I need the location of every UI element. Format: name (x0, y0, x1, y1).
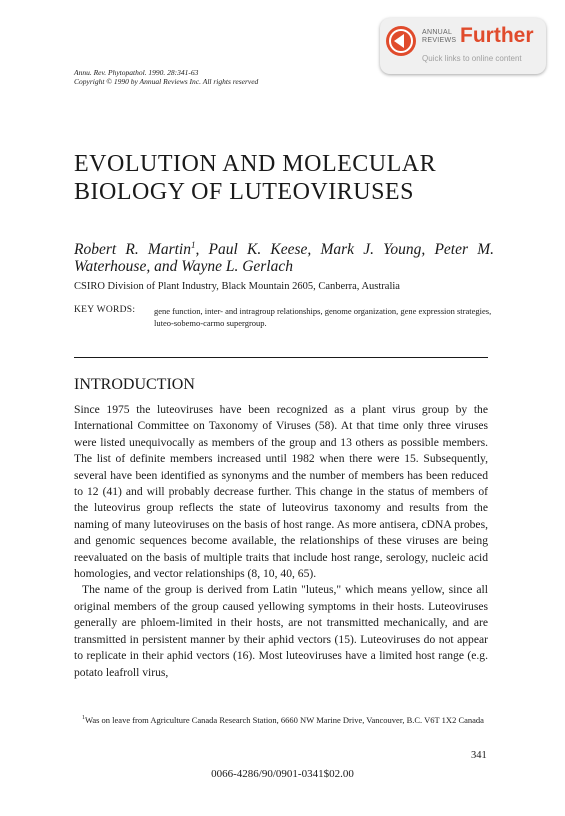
article-title (74, 150, 436, 206)
title-line-1: EVOLUTION AND MOLECULAR (74, 151, 437, 177)
author-affiliation: CSIRO Division of Plant Industry, Black Mountain 2605, Canberra, Australia (74, 281, 400, 292)
first-author: Robert R. Martin (74, 241, 191, 259)
page-number: 341 (471, 750, 487, 761)
issn-line: 0066-4286/90/0901-0341$02.00 (211, 768, 354, 780)
journal-citation (74, 68, 258, 86)
introduction-body (74, 402, 488, 681)
back-arrow-icon (386, 26, 416, 56)
further-quick-links-badge[interactable] (380, 18, 546, 74)
section-heading-introduction: INTRODUCTION (74, 376, 195, 393)
keywords-label: KEY WORDS: (74, 305, 136, 315)
citation-line-2: Copyright © 1990 by Annual Reviews Inc. All rights reserved (74, 77, 259, 86)
keywords-text: gene function, inter- and intragroup relationships, genome organization, gene expression strategies, luteo-sobemo-carmo supergroup. (154, 306, 492, 328)
footnote-mark: 1 (82, 715, 85, 721)
other-authors: , Paul K. Keese, Mark J. Young, Peter M. Waterhouse, and Wayne L. Gerlach (74, 241, 494, 276)
author-footnote-mark: 1 (190, 240, 196, 250)
title-line-2: BIOLOGY OF LUTEOVIRUSES (74, 179, 414, 205)
section-divider (74, 357, 488, 358)
footnote-text: Was on leave from Agriculture Canada Research Station, 6660 NW Marine Drive, Vancouver, B.C. V6T 1X2 Canada (85, 714, 484, 725)
paragraph-1: Since 1975 the luteoviruses have been recognized as a plant virus group by the International Committee on Taxonomy of Viruses (58). At that time only three viruses were listed unequivocally as members of the group and 13 others as possible members. The list of definite members increased until 1982 when there were 15. Subsequently, several have been identified as synonyms and the number of members has been reduced to 12 (41) and will probably decrease further. This change in the status of members of the luteovirus group reflects the state of luteovirus taxonomy and results from the naming of many luteoviruses on the basis of host range. As more antisera, cDNA probes, and genomic sequences become available, the relationships of these viruses are being reevaluated on the basis of multiple traits that include host range, serology, nucleic acid homologies, and vector relationships (8, 10, 40, 65). (74, 403, 488, 581)
footnote (74, 712, 488, 726)
annual-reviews-logo-text: ANNUAL REVIEWS (422, 29, 457, 44)
further-label: Further (460, 24, 534, 47)
citation-line-1: Annu. Rev. Phytopathol. 1990. 28:341-63 (74, 68, 199, 77)
quick-links-subtitle: Quick links to online content (422, 54, 522, 63)
author-list (74, 237, 494, 275)
paragraph-2: The name of the group is derived from Latin "luteus," which means yellow, since all original members of the group caused yellowing symptoms in their hosts. Luteoviruses generally are phloem-limited in their hosts, are not transmitted mechanically, and are transmitted in persistent manner by their aphid vectors (15). Luteoviruses do not appear to replicate in their aphid vectors (16). Most luteoviruses have a limited host range (e.g. potato leafroll virus, (74, 583, 488, 679)
